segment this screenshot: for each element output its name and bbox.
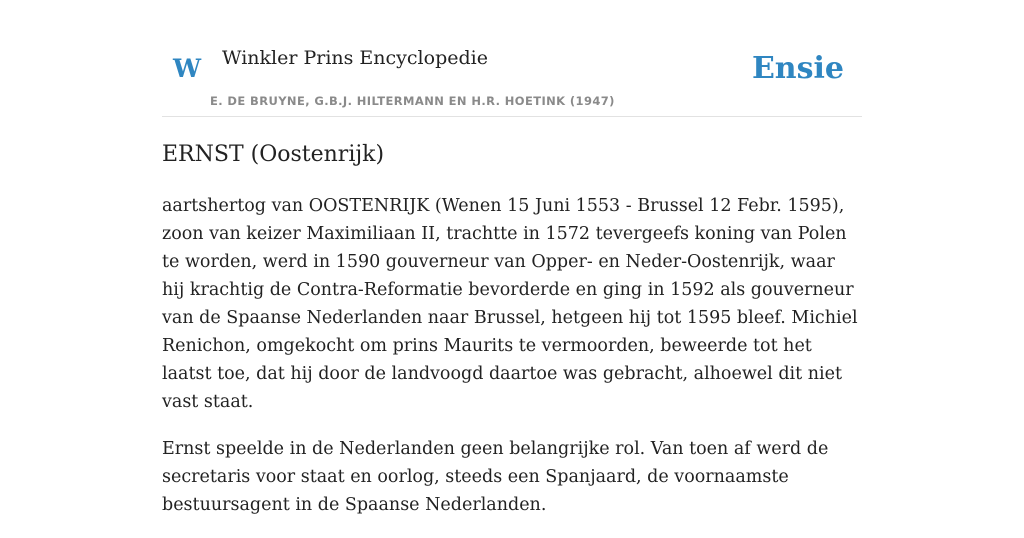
source-authors: E. DE BRUYNE, G.B.J. HILTERMANN EN H.R. HOETINK (1947) [210, 94, 615, 108]
entry-body [162, 192, 862, 538]
entry-paragraph: aartshertog van OOSTENRIJK (Wenen 15 Juni 1553 - Brussel 12 Febr. 1595), zoon van keizer Maximiliaan II, trachtte in 1572 tevergeefs koning van Polen te worden, werd in 1590 gouverneur van Opper- en Neder-Oostenrijk, waar hij krachtig de Contra-Reformatie bevorderde en ging in 1592 als gouverneur van de Spaanse Nederlanden naar Brussel, hetgeen hij tot 1595 bleef. Michiel Renichon, omgekocht om prins Maurits te vermoorden, beweerde tot het laatst toe, dat hij door de landvoogd daartoe was gebracht, alhoewel dit niet vast staat. [162, 196, 858, 412]
entry-title: ERNST (Oostenrijk) [162, 142, 385, 167]
ensie-brand-logo[interactable]: Ensie [751, 51, 844, 86]
source-logo[interactable]: W [173, 54, 202, 83]
entry-paragraph: Ernst speelde in de Nederlanden geen belangrijke rol. Van toen af werd de secretaris voor staat en oorlog, steeds een Spanjaard, de voornaamste bestuursagent in de Spaanse Nederlanden. [162, 439, 829, 515]
source-title-link[interactable]: Winkler Prins Encyclopedie [222, 47, 488, 69]
page-container [162, 0, 862, 515]
source-header [162, 0, 862, 117]
